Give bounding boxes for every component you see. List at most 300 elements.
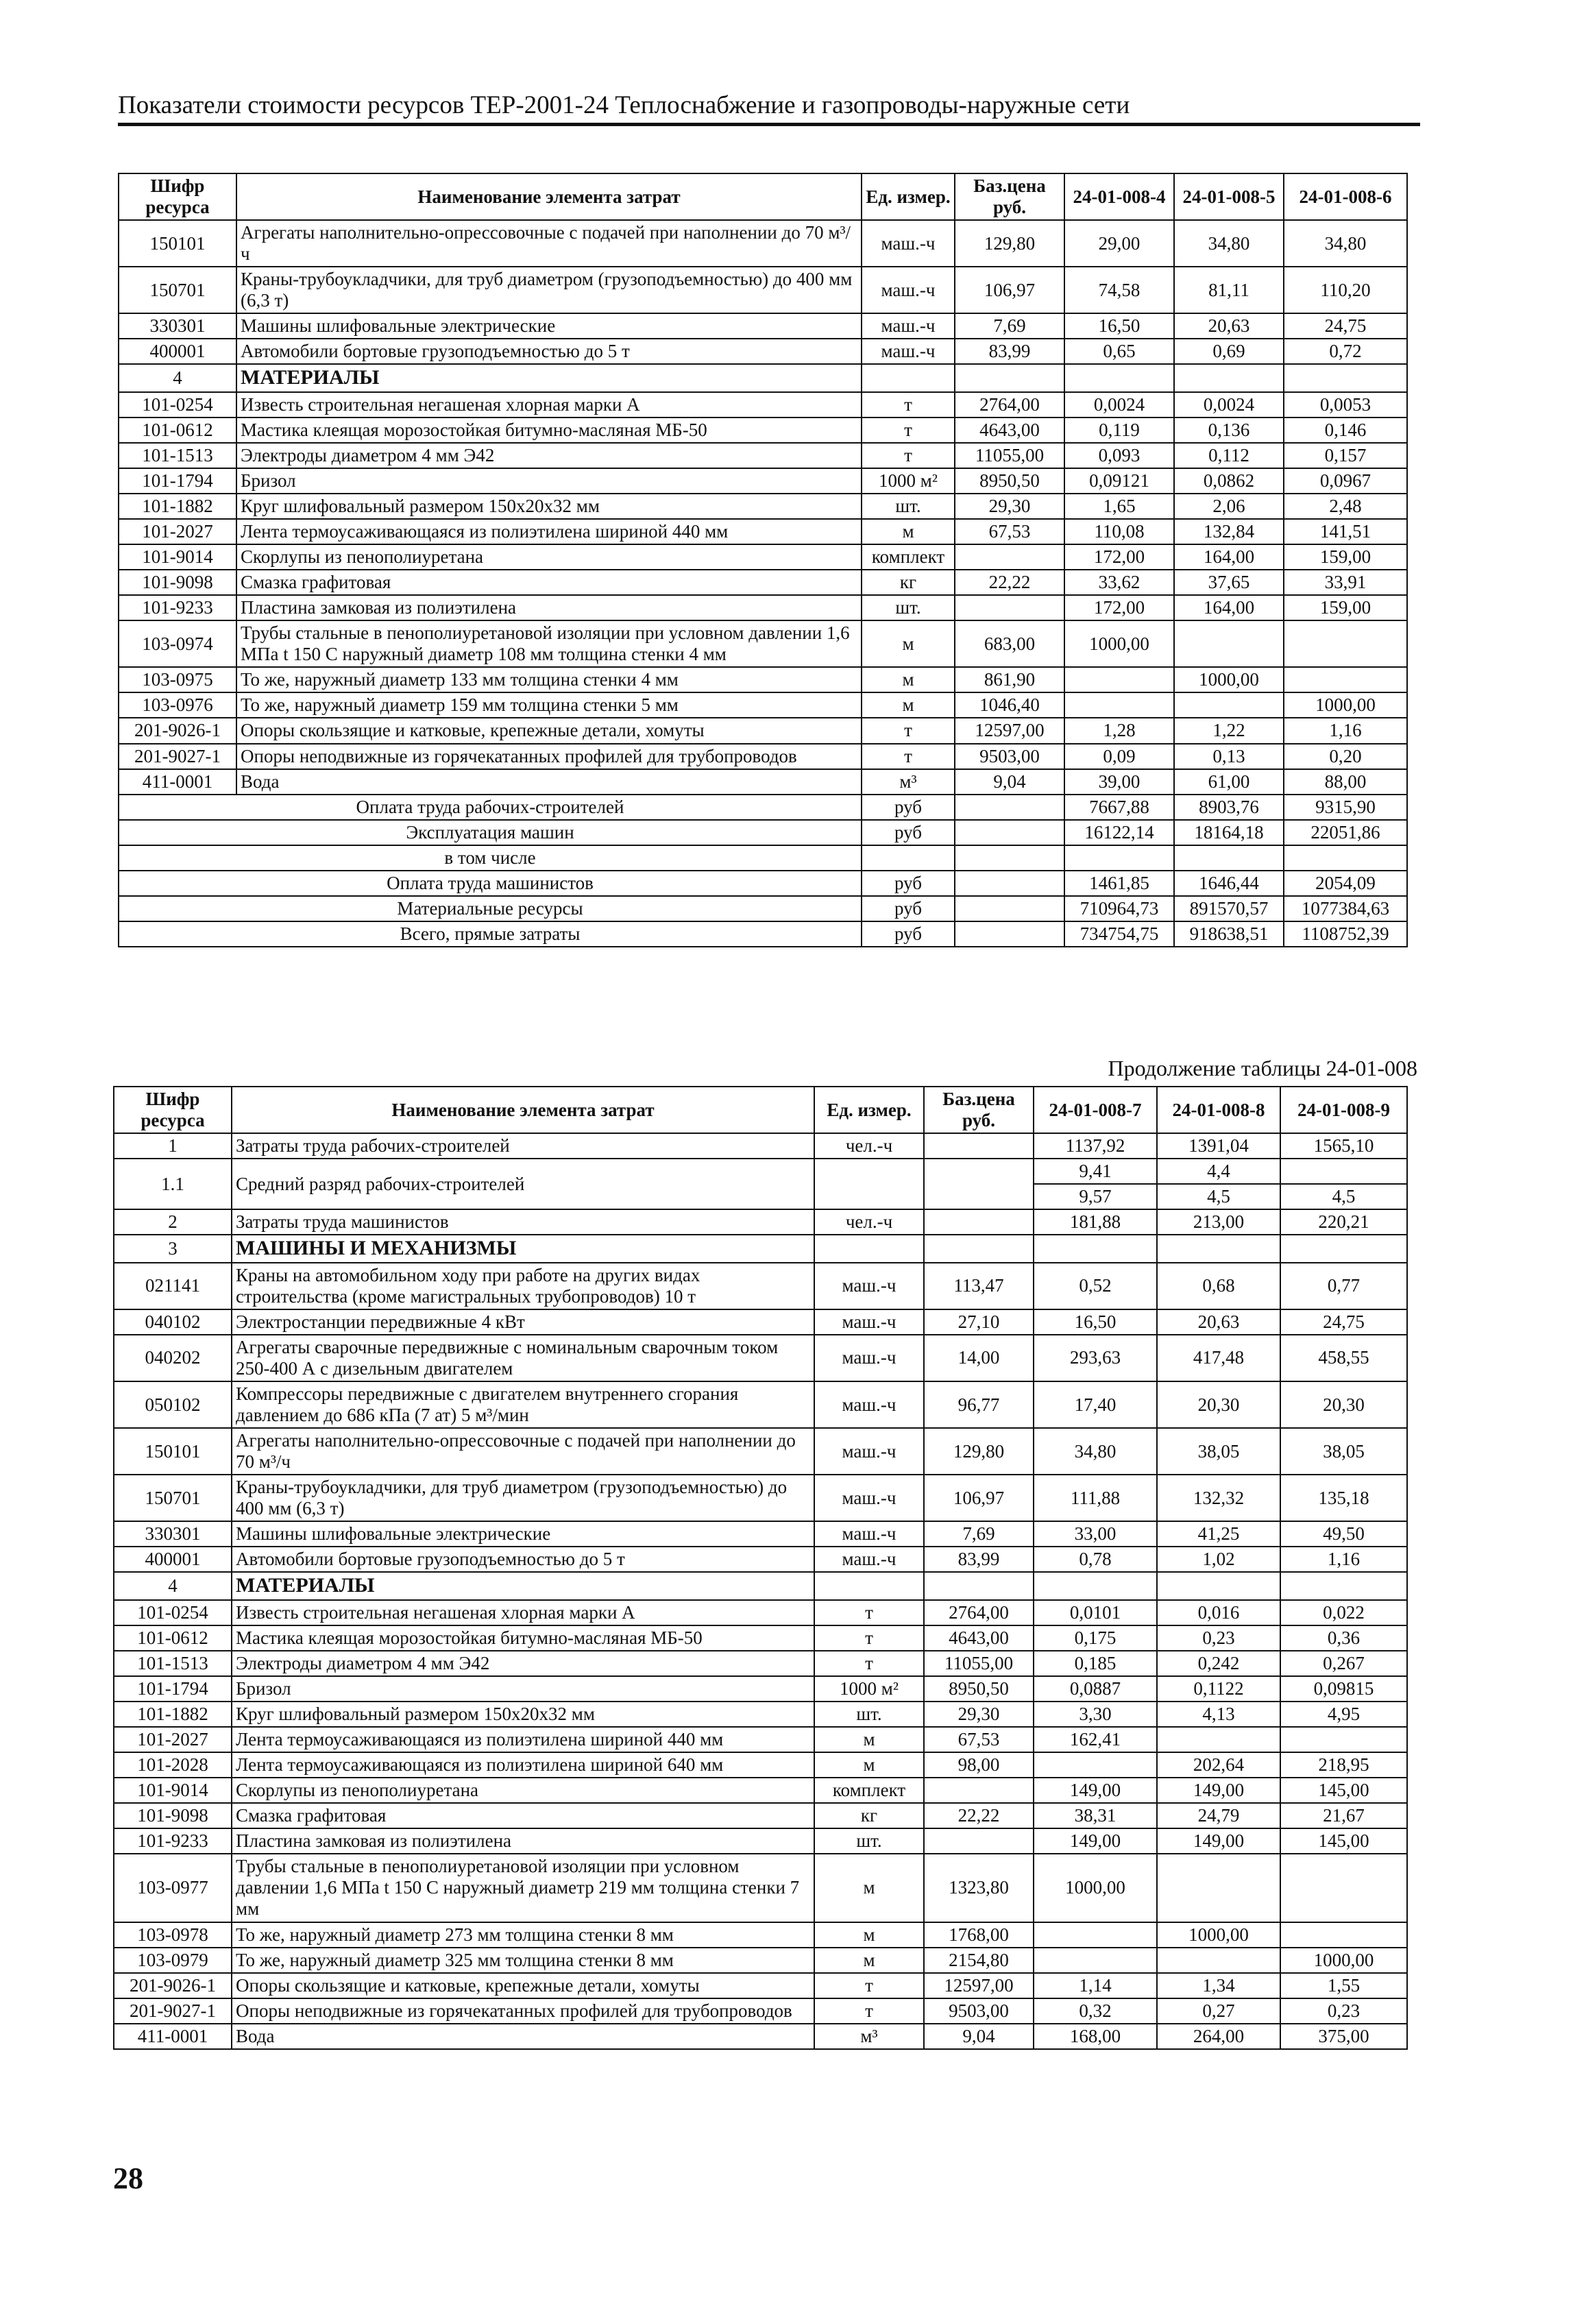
value-cell: 0,119 (1064, 417, 1174, 443)
resource-code: 101-0254 (114, 1600, 232, 1625)
price-cell: 4643,00 (924, 1625, 1034, 1651)
column-header: 24-01-008-9 (1280, 1087, 1407, 1133)
value-cell: 37,65 (1174, 570, 1284, 595)
unit-cell: маш.-ч (862, 220, 955, 267)
unit-cell: руб (862, 896, 955, 921)
value-cell (1157, 1727, 1280, 1752)
resource-code: 101-9233 (119, 595, 236, 620)
resource-name: Смазка графитовая (232, 1803, 814, 1828)
price-cell: 83,99 (955, 339, 1064, 364)
value-cell: 164,00 (1174, 595, 1284, 620)
price-cell (924, 1235, 1034, 1263)
table-row (119, 267, 1407, 313)
value-cell: 0,0024 (1064, 392, 1174, 417)
column-header: Наименование элемента затрат (236, 173, 862, 220)
unit-cell: м (862, 620, 955, 667)
value-cell: 0,23 (1157, 1625, 1280, 1651)
value-cell: 81,11 (1174, 267, 1284, 313)
table-row (114, 1475, 1407, 1521)
resource-code: 101-9014 (114, 1778, 232, 1803)
value-cell (1157, 1572, 1280, 1600)
value-cell: 34,80 (1174, 220, 1284, 267)
value-cell: 24,75 (1284, 313, 1407, 339)
unit-cell: кг (814, 1803, 924, 1828)
value-cell: 16122,14 (1064, 820, 1174, 845)
totals-label: Оплата труда рабочих-строителей (119, 795, 862, 820)
table-row (114, 1309, 1407, 1335)
table-row (114, 1803, 1407, 1828)
value-cell: 1,28 (1064, 718, 1174, 743)
unit-cell: комплект (814, 1778, 924, 1803)
value-cell: 0,185 (1034, 1651, 1157, 1676)
value-cell (1034, 1572, 1157, 1600)
resource-code: 101-1794 (119, 468, 236, 494)
price-cell (924, 1209, 1034, 1235)
unit-cell: шт. (862, 595, 955, 620)
value-cell: 9,41 (1034, 1159, 1157, 1184)
column-header: 24-01-008-5 (1174, 173, 1284, 220)
value-cell: 38,31 (1034, 1803, 1157, 1828)
value-cell: 1000,00 (1034, 1854, 1157, 1922)
value-cell: 0,65 (1064, 339, 1174, 364)
value-cell: 1137,92 (1034, 1133, 1157, 1159)
value-cell: 0,093 (1064, 443, 1174, 468)
column-header: Ед. измер. (862, 173, 955, 220)
resource-code: 3 (114, 1235, 232, 1263)
price-cell: 22,22 (955, 570, 1064, 595)
value-cell: 0,0101 (1034, 1600, 1157, 1625)
value-cell: 1461,85 (1064, 871, 1174, 896)
value-cell: 4,13 (1157, 1702, 1280, 1727)
value-cell: 2054,09 (1284, 871, 1407, 896)
resource-code: 040102 (114, 1309, 232, 1335)
unit-cell: руб (862, 921, 955, 947)
value-cell: 0,09815 (1280, 1676, 1407, 1702)
resource-code: 101-9098 (119, 570, 236, 595)
price-cell: 8950,50 (924, 1676, 1034, 1702)
price-cell: 9,04 (924, 2024, 1034, 2049)
table-row (114, 1428, 1407, 1475)
value-cell: 164,00 (1174, 544, 1284, 570)
unit-cell: т (814, 1973, 924, 1998)
value-cell: 1,22 (1174, 718, 1284, 743)
unit-cell: комплект (862, 544, 955, 570)
section-heading: МАТЕРИАЛЫ (236, 364, 862, 392)
column-header: 24-01-008-8 (1157, 1087, 1280, 1133)
table-row (119, 718, 1407, 743)
resource-name: То же, наружный диаметр 133 мм толщина стенки 4 мм (236, 667, 862, 692)
value-cell: 159,00 (1284, 544, 1407, 570)
table-row (119, 744, 1407, 769)
value-cell: 74,58 (1064, 267, 1174, 313)
unit-cell: маш.-ч (814, 1381, 924, 1428)
value-cell: 0,0024 (1174, 392, 1284, 417)
unit-cell: т (862, 392, 955, 417)
table-row (119, 364, 1407, 392)
value-cell: 0,77 (1280, 1263, 1407, 1309)
value-cell: 33,62 (1064, 570, 1174, 595)
resource-code: 1 (114, 1133, 232, 1159)
resource-name: Опоры скользящие и катковые, крепежные детали, хомуты (232, 1973, 814, 1998)
value-cell (1034, 1922, 1157, 1948)
table-row (119, 392, 1407, 417)
value-cell: 172,00 (1064, 544, 1174, 570)
value-cell: 149,00 (1157, 1828, 1280, 1854)
value-cell: 0,0862 (1174, 468, 1284, 494)
totals-label: Эксплуатация машин (119, 820, 862, 845)
price-cell: 12597,00 (955, 718, 1064, 743)
value-cell (1280, 1159, 1407, 1184)
value-cell: 4,4 (1157, 1159, 1280, 1184)
price-cell: 22,22 (924, 1803, 1034, 1828)
value-cell: 22051,86 (1284, 820, 1407, 845)
resource-name: Автомобили бортовые грузоподъемностью до 5 т (232, 1547, 814, 1572)
resource-code: 1.1 (114, 1159, 232, 1209)
value-cell: 18164,18 (1174, 820, 1284, 845)
price-cell: 106,97 (924, 1475, 1034, 1521)
table-header-row (114, 1087, 1407, 1133)
column-header: Баз.цена руб. (924, 1087, 1034, 1133)
price-cell: 29,30 (924, 1702, 1034, 1727)
unit-cell (814, 1235, 924, 1263)
table-row (119, 443, 1407, 468)
resource-name: Вода (236, 769, 862, 795)
value-cell: 29,00 (1064, 220, 1174, 267)
value-cell: 9,57 (1034, 1184, 1157, 1209)
column-header: Наименование элемента затрат (232, 1087, 814, 1133)
unit-cell: маш.-ч (814, 1475, 924, 1521)
value-cell: 145,00 (1280, 1778, 1407, 1803)
resource-name: Известь строительная негашеная хлорная марки А (232, 1600, 814, 1625)
unit-cell: м (862, 519, 955, 544)
resource-name: Автомобили бортовые грузоподъемностью до 5 т (236, 339, 862, 364)
resource-name: Бризол (232, 1676, 814, 1702)
price-cell (955, 544, 1064, 570)
value-cell: 0,0967 (1284, 468, 1407, 494)
value-cell: 0,09121 (1064, 468, 1174, 494)
table-row (114, 1998, 1407, 2024)
table-row (114, 1521, 1407, 1547)
value-cell (1174, 845, 1284, 871)
resource-name: Скорлупы из пенополиуретана (236, 544, 862, 570)
price-cell: 8950,50 (955, 468, 1064, 494)
resource-code: 150701 (114, 1475, 232, 1521)
table-row (119, 494, 1407, 519)
value-cell (1174, 692, 1284, 718)
resource-code: 400001 (114, 1547, 232, 1572)
resource-code: 201-9027-1 (119, 744, 236, 769)
resource-code: 101-0612 (119, 417, 236, 443)
price-cell: 9,04 (955, 769, 1064, 795)
resource-name: Электроды диаметром 4 мм Э42 (236, 443, 862, 468)
value-cell: 1108752,39 (1284, 921, 1407, 947)
value-cell: 1000,00 (1284, 692, 1407, 718)
value-cell: 4,5 (1157, 1184, 1280, 1209)
value-cell: 220,21 (1280, 1209, 1407, 1235)
unit-cell: маш.-ч (862, 267, 955, 313)
value-cell: 38,05 (1157, 1428, 1280, 1475)
table-row (119, 220, 1407, 267)
price-cell (955, 595, 1064, 620)
resource-code: 103-0975 (119, 667, 236, 692)
value-cell: 1,16 (1284, 718, 1407, 743)
value-cell: 1,16 (1280, 1547, 1407, 1572)
resource-name: Бризол (236, 468, 862, 494)
resource-name: Трубы стальные в пенополиуретановой изоляции при условном давлении 1,6 МПа t 150 С наружный диаметр 108 мм толщина стенки 4 мм (236, 620, 862, 667)
price-cell (955, 820, 1064, 845)
column-header: Шифр ресурса (119, 173, 236, 220)
table-row (114, 1263, 1407, 1309)
unit-cell: м (814, 1727, 924, 1752)
table-row (114, 1335, 1407, 1381)
table-row (119, 667, 1407, 692)
price-cell: 129,80 (924, 1428, 1034, 1475)
price-cell: 98,00 (924, 1752, 1034, 1778)
value-cell (1280, 1922, 1407, 1948)
unit-cell: т (862, 744, 955, 769)
value-cell: 0,52 (1034, 1263, 1157, 1309)
value-cell: 88,00 (1284, 769, 1407, 795)
price-cell: 1768,00 (924, 1922, 1034, 1948)
price-cell: 11055,00 (955, 443, 1064, 468)
value-cell: 162,41 (1034, 1727, 1157, 1752)
value-cell: 20,63 (1157, 1309, 1280, 1335)
resource-name: Агрегаты наполнительно-опрессовочные с подачей при наполнении до 70 м³/ч (236, 220, 862, 267)
value-cell (1064, 364, 1174, 392)
value-cell: 39,00 (1064, 769, 1174, 795)
totals-label: Оплата труда машинистов (119, 871, 862, 896)
value-cell: 1646,44 (1174, 871, 1284, 896)
value-cell: 149,00 (1157, 1778, 1280, 1803)
value-cell (1174, 364, 1284, 392)
value-cell: 1,14 (1034, 1973, 1157, 1998)
table-row (119, 570, 1407, 595)
unit-cell: кг (862, 570, 955, 595)
column-header: Ед. измер. (814, 1087, 924, 1133)
section-heading: МАТЕРИАЛЫ (232, 1572, 814, 1600)
value-cell: 4,5 (1280, 1184, 1407, 1209)
value-cell: 0,68 (1157, 1263, 1280, 1309)
value-cell: 417,48 (1157, 1335, 1280, 1381)
price-cell: 9503,00 (924, 1998, 1034, 2024)
value-cell: 218,95 (1280, 1752, 1407, 1778)
unit-cell: маш.-ч (862, 313, 955, 339)
unit-cell: т (814, 1600, 924, 1625)
resource-name: То же, наружный диаметр 325 мм толщина стенки 8 мм (232, 1948, 814, 1973)
value-cell: 145,00 (1280, 1828, 1407, 1854)
value-cell: 0,36 (1280, 1625, 1407, 1651)
value-cell: 891570,57 (1174, 896, 1284, 921)
resource-name: Вода (232, 2024, 814, 2049)
resource-code: 101-2028 (114, 1752, 232, 1778)
value-cell (1174, 620, 1284, 667)
unit-cell: чел.-ч (814, 1133, 924, 1159)
totals-row (119, 845, 1407, 871)
unit-cell: т (814, 1625, 924, 1651)
value-cell: 293,63 (1034, 1335, 1157, 1381)
value-cell: 1391,04 (1157, 1133, 1280, 1159)
value-cell: 0,20 (1284, 744, 1407, 769)
column-header: 24-01-008-4 (1064, 173, 1174, 220)
value-cell: 172,00 (1064, 595, 1174, 620)
value-cell: 159,00 (1284, 595, 1407, 620)
value-cell (1157, 1235, 1280, 1263)
continuation-label: Продолжение таблицы 24-01-008 (1108, 1056, 1417, 1080)
unit-cell: т (814, 1651, 924, 1676)
value-cell: 0,267 (1280, 1651, 1407, 1676)
table-row (114, 1676, 1407, 1702)
price-cell: 11055,00 (924, 1651, 1034, 1676)
resource-name: Агрегаты сварочные передвижные с номинальным сварочным током 250-400 А с дизельным двигателем (232, 1335, 814, 1381)
value-cell: 21,67 (1280, 1803, 1407, 1828)
price-cell: 1046,40 (955, 692, 1064, 718)
totals-row (119, 896, 1407, 921)
value-cell: 1565,10 (1280, 1133, 1407, 1159)
resource-name: Известь строительная негашеная хлорная марки А (236, 392, 862, 417)
value-cell (1280, 1727, 1407, 1752)
table-row (114, 1752, 1407, 1778)
table-row (114, 1651, 1407, 1676)
resource-code: 150701 (119, 267, 236, 313)
resource-code: 201-9026-1 (119, 718, 236, 743)
unit-cell: 1000 м² (814, 1676, 924, 1702)
resource-code: 150101 (114, 1428, 232, 1475)
value-cell: 149,00 (1034, 1828, 1157, 1854)
value-cell: 181,88 (1034, 1209, 1157, 1235)
resource-code: 400001 (119, 339, 236, 364)
value-cell: 918638,51 (1174, 921, 1284, 947)
value-cell: 0,1122 (1157, 1676, 1280, 1702)
resource-code: 101-1882 (114, 1702, 232, 1727)
value-cell: 1,02 (1157, 1547, 1280, 1572)
resource-code: 103-0974 (119, 620, 236, 667)
table-row (114, 1625, 1407, 1651)
unit-cell: м (862, 667, 955, 692)
value-cell: 33,00 (1034, 1521, 1157, 1547)
value-cell: 61,00 (1174, 769, 1284, 795)
totals-row (119, 871, 1407, 896)
unit-cell (862, 845, 955, 871)
resource-code: 150101 (119, 220, 236, 267)
unit-cell: м (814, 1854, 924, 1922)
table-row (119, 339, 1407, 364)
value-cell: 0,0053 (1284, 392, 1407, 417)
table-row (119, 519, 1407, 544)
resource-name: Компрессоры передвижные с двигателем внутреннего сгорания давлением до 686 кПа (7 ат) 5 м³/мин (232, 1381, 814, 1428)
value-cell: 2,06 (1174, 494, 1284, 519)
price-cell: 27,10 (924, 1309, 1034, 1335)
value-cell: 20,63 (1174, 313, 1284, 339)
resource-name: Затраты труда машинистов (232, 1209, 814, 1235)
price-cell (955, 795, 1064, 820)
value-cell (1284, 364, 1407, 392)
resource-name: Машины шлифовальные электрические (232, 1521, 814, 1547)
resource-code: 101-1513 (114, 1651, 232, 1676)
unit-cell: шт. (814, 1702, 924, 1727)
table-row (119, 313, 1407, 339)
resource-code: 4 (114, 1572, 232, 1600)
value-cell: 8903,76 (1174, 795, 1284, 820)
unit-cell: м (814, 1948, 924, 1973)
table-row (114, 1854, 1407, 1922)
table-row (114, 1572, 1407, 1600)
resource-name: Круг шлифовальный размером 150x20x32 мм (232, 1702, 814, 1727)
value-cell: 34,80 (1284, 220, 1407, 267)
value-cell: 17,40 (1034, 1381, 1157, 1428)
value-cell: 49,50 (1280, 1521, 1407, 1547)
value-cell: 110,08 (1064, 519, 1174, 544)
resource-code: 050102 (114, 1381, 232, 1428)
value-cell (1284, 667, 1407, 692)
value-cell: 1,65 (1064, 494, 1174, 519)
unit-cell: маш.-ч (814, 1335, 924, 1381)
resource-name: Краны-трубоукладчики, для труб диаметром (грузоподъемностью) до 400 мм (6,3 т) (236, 267, 862, 313)
value-cell (1280, 1572, 1407, 1600)
resource-code: 101-1794 (114, 1676, 232, 1702)
price-cell: 29,30 (955, 494, 1064, 519)
column-header: Баз.цена руб. (955, 173, 1064, 220)
resource-name: Пластина замковая из полиэтилена (236, 595, 862, 620)
resource-name: Лента термоусаживающаяся из полиэтилена шириной 440 мм (232, 1727, 814, 1752)
resource-code: 103-0976 (119, 692, 236, 718)
price-cell: 12597,00 (924, 1973, 1034, 1998)
resource-name: Лента термоусаживающаяся из полиэтилена шириной 640 мм (232, 1752, 814, 1778)
value-cell: 141,51 (1284, 519, 1407, 544)
resource-code: 101-1882 (119, 494, 236, 519)
value-cell: 0,69 (1174, 339, 1284, 364)
totals-label: Всего, прямые затраты (119, 921, 862, 947)
unit-cell: м (814, 1752, 924, 1778)
value-cell: 33,91 (1284, 570, 1407, 595)
table-row (114, 2024, 1407, 2049)
resource-table-1 (118, 173, 1408, 947)
price-cell: 14,00 (924, 1335, 1034, 1381)
resource-name: Мастика клеящая морозостойкая битумно-масляная МБ-50 (236, 417, 862, 443)
resource-code: 101-0254 (119, 392, 236, 417)
value-cell: 0,242 (1157, 1651, 1280, 1676)
value-cell: 375,00 (1280, 2024, 1407, 2049)
value-cell: 0,016 (1157, 1600, 1280, 1625)
value-cell: 16,50 (1034, 1309, 1157, 1335)
value-cell: 0,0887 (1034, 1676, 1157, 1702)
value-cell (1280, 1854, 1407, 1922)
column-header: 24-01-008-7 (1034, 1087, 1157, 1133)
value-cell: 1000,00 (1064, 620, 1174, 667)
table-row (114, 1727, 1407, 1752)
value-cell: 24,79 (1157, 1803, 1280, 1828)
price-cell: 67,53 (955, 519, 1064, 544)
unit-cell: м (814, 1922, 924, 1948)
value-cell: 132,32 (1157, 1475, 1280, 1521)
value-cell (1034, 1235, 1157, 1263)
table-row (114, 1209, 1407, 1235)
value-cell: 0,112 (1174, 443, 1284, 468)
table-row (114, 1600, 1407, 1625)
value-cell: 0,32 (1034, 1998, 1157, 2024)
value-cell (1157, 1948, 1280, 1973)
table-row (119, 769, 1407, 795)
price-cell: 129,80 (955, 220, 1064, 267)
totals-row (119, 820, 1407, 845)
resource-code: 201-9027-1 (114, 1998, 232, 2024)
unit-cell: т (862, 417, 955, 443)
resource-name: Электроды диаметром 4 мм Э42 (232, 1651, 814, 1676)
value-cell: 149,00 (1034, 1778, 1157, 1803)
table-row (119, 692, 1407, 718)
resource-code: 021141 (114, 1263, 232, 1309)
value-cell: 34,80 (1034, 1428, 1157, 1475)
unit-cell: шт. (814, 1828, 924, 1854)
